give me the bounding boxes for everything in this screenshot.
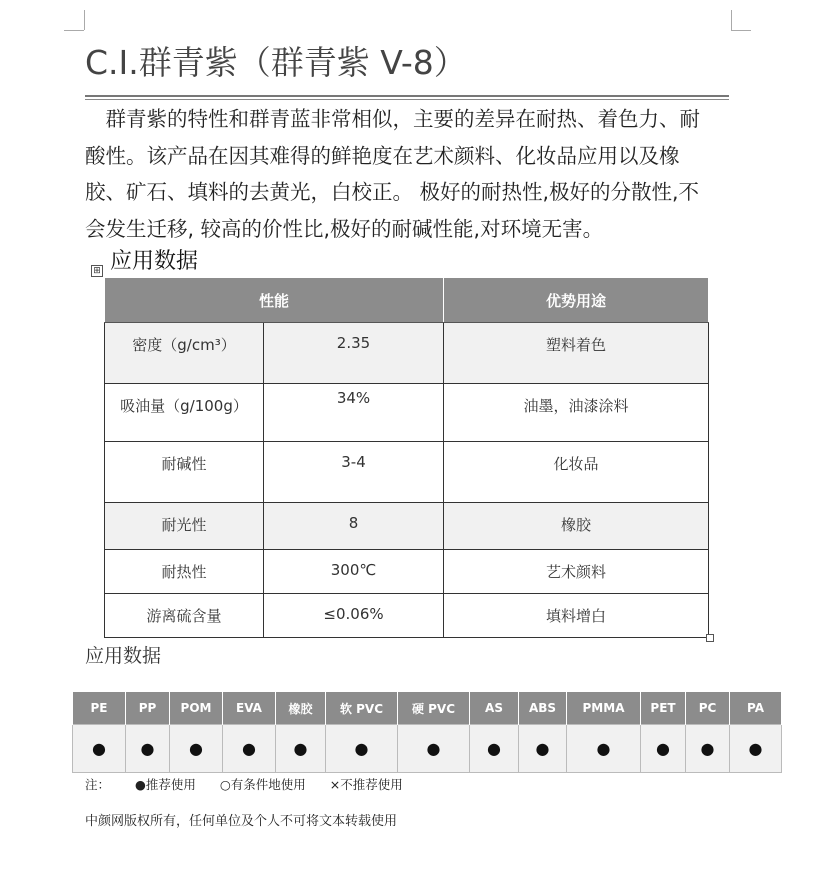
value-cell [264, 442, 444, 503]
application-header: AS [470, 692, 519, 725]
property-cell [105, 503, 264, 550]
table-move-handle-icon[interactable]: ⊞ [91, 265, 103, 277]
property-value: 8 [348, 514, 359, 532]
property-cell [105, 550, 264, 594]
table-row [105, 594, 709, 638]
application-header: PP [126, 692, 170, 725]
header-use: 优势用途 [444, 278, 709, 323]
table-row [105, 503, 709, 550]
recommended-mark: ● [223, 725, 276, 773]
page-corner-mark-top-right-horizontal [731, 30, 751, 31]
header-property: 性能 [105, 278, 444, 323]
recommended-mark: ● [326, 725, 398, 773]
recommended-mark: ● [470, 725, 519, 773]
property-use: 橡胶 [561, 516, 592, 534]
property-use: 艺术颜料 [546, 563, 607, 581]
property-cell [105, 594, 264, 638]
title-underline-thick [85, 95, 729, 97]
recommended-mark: ● [73, 725, 126, 773]
section-heading-application-data-2: 应用数据 [85, 645, 162, 667]
application-header: PMMA [567, 692, 641, 725]
property-cell [105, 323, 264, 384]
use-cell [444, 442, 709, 503]
property-use: 油墨，油漆涂料 [523, 397, 629, 415]
application-header: PET [641, 692, 686, 725]
application-header: PC [686, 692, 730, 725]
page-corner-mark-top-left [84, 10, 85, 30]
property-name: 密度（g/cm³） [132, 336, 236, 354]
recommended-mark: ● [730, 725, 782, 773]
recommended-mark: ● [567, 725, 641, 773]
legend-not-recommended: ×不推荐使用 [329, 777, 403, 792]
table-row [105, 384, 709, 442]
property-value: 34% [336, 389, 371, 407]
property-use: 填料增白 [546, 607, 607, 625]
value-cell [264, 550, 444, 594]
recommended-mark: ● [641, 725, 686, 773]
recommended-mark: ● [686, 725, 730, 773]
intro-line: 酸性。该产品在因其难得的鲜艳度在艺术颜料、化妆品应用以及橡 [85, 143, 680, 168]
property-name: 耐碱性 [161, 455, 207, 473]
value-cell [264, 594, 444, 638]
properties-header-row [105, 278, 709, 323]
recommended-mark: ● [519, 725, 567, 773]
property-value: 3-4 [341, 453, 366, 471]
intro-line: 群青紫的特性和群青蓝非常相似，主要的差异在耐热、着色力、耐 [85, 107, 700, 131]
table-resize-handle[interactable] [706, 634, 714, 642]
property-value: 2.35 [336, 334, 371, 352]
property-use: 塑料着色 [546, 336, 607, 354]
intro-line: 会发生迁移, 较高的价性比,极好的耐碱性能,对环境无害。 [85, 216, 604, 241]
applications-marks-row [73, 725, 782, 773]
title-underline-thin [85, 99, 729, 100]
properties-table [104, 277, 709, 638]
legend [85, 776, 423, 794]
application-header: 橡胶 [276, 692, 326, 725]
document-title: C.I.群青紫（群青紫 V-8） [85, 43, 467, 82]
page-corner-mark-top-left-horizontal [64, 30, 84, 31]
table-row [105, 442, 709, 503]
applications-table [72, 692, 782, 773]
legend-conditional: ○有条件地使用 [219, 777, 306, 792]
property-name: 游离硫含量 [146, 607, 222, 625]
use-cell [444, 384, 709, 442]
application-header: ABS [519, 692, 567, 725]
property-cell [105, 442, 264, 503]
application-header: POM [170, 692, 223, 725]
table-row [105, 550, 709, 594]
property-value: 300℃ [330, 561, 377, 579]
recommended-mark: ● [398, 725, 470, 773]
value-cell [264, 384, 444, 442]
use-cell [444, 550, 709, 594]
use-cell [444, 594, 709, 638]
application-header: 硬 PVC [398, 692, 470, 725]
use-cell [444, 323, 709, 384]
application-header: EVA [223, 692, 276, 725]
intro-paragraph [85, 101, 735, 247]
section-heading-application-data: 应用数据 [110, 249, 199, 274]
applications-header-row [73, 692, 782, 725]
value-cell [264, 323, 444, 384]
recommended-mark: ● [276, 725, 326, 773]
copyright-notice: 中颜网版权所有，任何单位及个人不可将文本转载使用 [85, 814, 398, 829]
value-cell [264, 503, 444, 550]
page-corner-mark-top-right [731, 10, 732, 30]
property-use: 化妆品 [553, 455, 599, 473]
legend-recommended: ●推荐使用 [134, 777, 196, 792]
property-value: ≤0.06% [323, 605, 384, 623]
property-name: 耐热性 [161, 563, 207, 581]
legend-label: 注： [85, 777, 111, 792]
table-row [105, 323, 709, 384]
application-header: PA [730, 692, 782, 725]
use-cell [444, 503, 709, 550]
recommended-mark: ● [170, 725, 223, 773]
property-name: 耐光性 [161, 516, 207, 534]
property-name: 吸油量（g/100g） [120, 397, 248, 415]
recommended-mark: ● [126, 725, 170, 773]
application-header: 软 PVC [326, 692, 398, 725]
application-header: PE [73, 692, 126, 725]
intro-line: 胶、矿石、填料的去黄光，白校正。 极好的耐热性,极好的分散性,不 [85, 180, 700, 204]
property-cell [105, 384, 264, 442]
